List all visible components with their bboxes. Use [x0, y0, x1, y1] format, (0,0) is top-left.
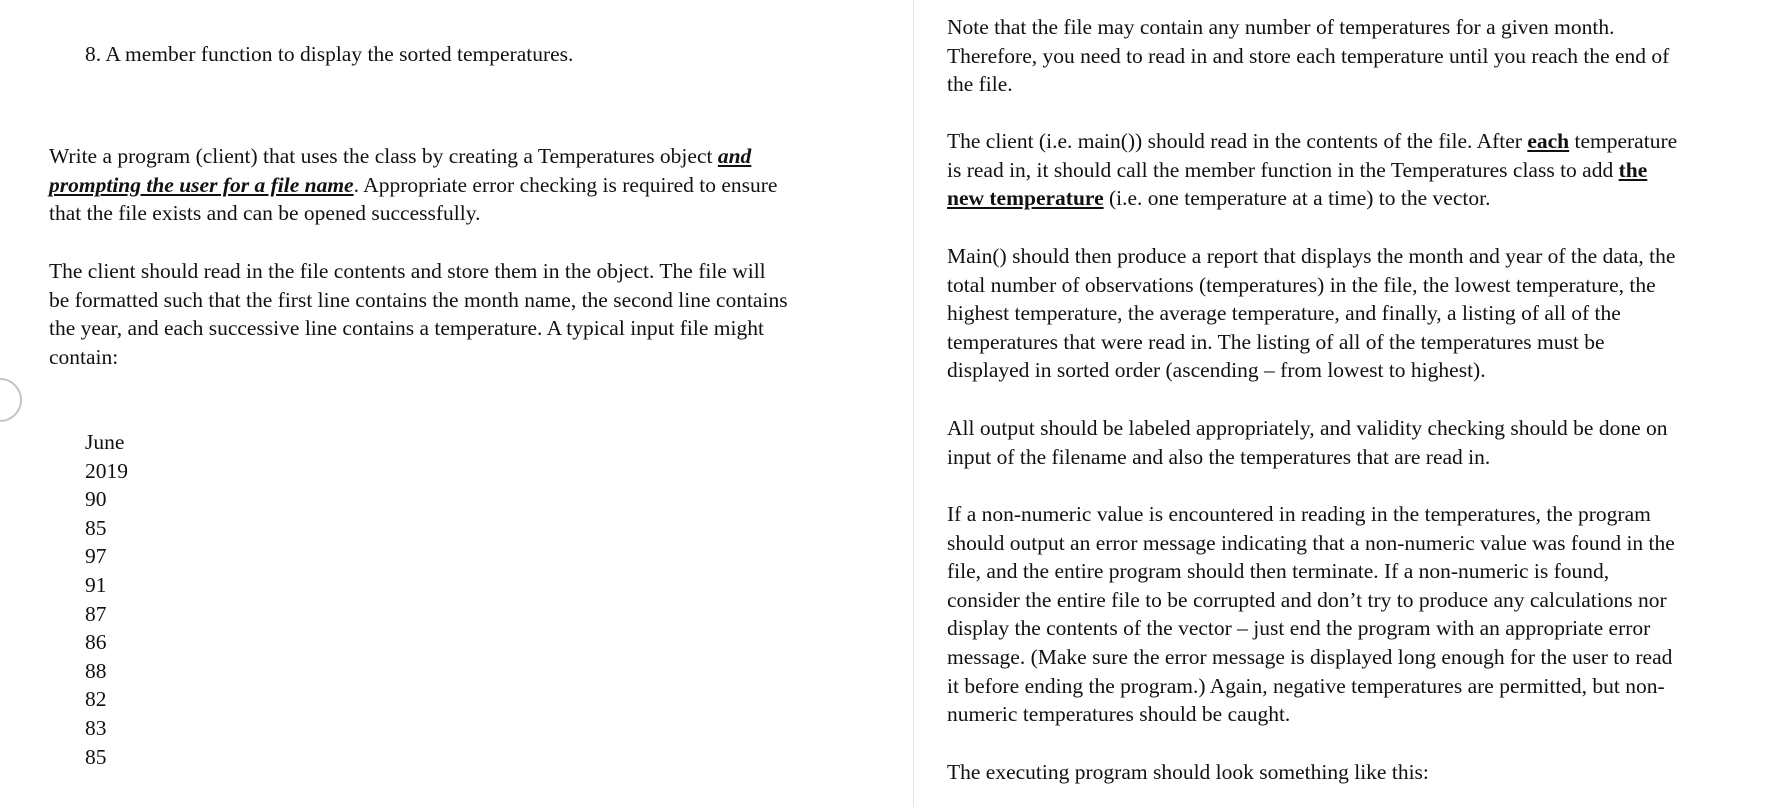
text-line: If a non-numeric value is encountered in reading in the temperatures, the program [947, 502, 1651, 526]
paragraph-executing [947, 758, 1429, 787]
text-line: display the contents of the vector – just end the program with an appropriate error [947, 616, 1651, 641]
text-line [49, 171, 777, 200]
text-line: Therefore, you need to read in and store each temperature until you reach the end of [947, 43, 1670, 68]
text-run: temperature [1569, 129, 1678, 153]
emphasis-new-temperature: new temperature [947, 186, 1104, 211]
text-run: (i.e. one temperature at a time) to the vector. [1103, 186, 1491, 211]
list-item-text: A member function to display the sorted temperatures. [105, 42, 574, 66]
text-run: Write a program (client) that uses the class by creating a Temperatures object [49, 144, 718, 168]
text-line: that the file exists and can be opened successfully. [49, 201, 481, 226]
text-line [947, 156, 1677, 185]
text-line: file, and the entire program should then terminate. If a non-numeric is found, [947, 559, 1610, 584]
sample-line: 85 [85, 515, 107, 540]
paragraph-labels [947, 414, 1667, 471]
text-run: The client (i.e. main()) should read in the contents of the file. After [947, 129, 1528, 153]
text-line: Main() should then produce a report that displays the month and year of the data, the [947, 244, 1676, 268]
text-run: is read in, it should call the member function in the Temperatures class to add [947, 157, 1619, 182]
paragraph-client-reads [947, 127, 1677, 213]
paragraph-any-number [947, 13, 1669, 99]
text-line: the file. [947, 72, 1013, 97]
text-line: message. (Make sure the error message is displayed long enough for the user to read [947, 644, 1673, 669]
text-line: The client should read in the file contents and store them in the object. The file will [49, 259, 766, 283]
text-line: consider the entire file to be corrupted and don’t try to produce any calculations nor [947, 587, 1667, 612]
paragraph-report [947, 242, 1675, 385]
sample-line: 97 [85, 544, 107, 569]
list-item-8 [85, 40, 573, 69]
emphasis-prompt-file-name: prompting the user for a file name [49, 172, 354, 197]
emphasis-and: and [717, 144, 752, 168]
sample-line: 86 [85, 630, 107, 655]
text-line: it before ending the program.) Again, negative temperatures are permitted, but non- [947, 673, 1665, 698]
text-line: Note that the file may contain any number of temperatures for a given month. [947, 15, 1615, 39]
text-line: should output an error message indicating that a non-numeric value was found in the [947, 530, 1675, 555]
sample-line: 83 [85, 715, 107, 740]
text-line: contain: [49, 344, 119, 369]
sample-line: 88 [85, 658, 107, 683]
text-line: input of the filename and also the temperatures that are read in. [947, 444, 1491, 469]
paragraph-non-numeric [947, 500, 1675, 729]
sample-input-file [85, 428, 128, 771]
text-line: temperatures that were read in. The listing of all of the temperatures must be [947, 329, 1605, 354]
emphasis-each: each [1527, 129, 1570, 153]
text-line [49, 142, 777, 171]
text-line: total number of observations (temperatures) in the file, the lowest temperature, the [947, 272, 1656, 297]
margin-circle-marker [0, 378, 22, 422]
text-line: numeric temperatures should be caught. [947, 702, 1291, 727]
text-line: displayed in sorted order (ascending – from lowest to highest). [947, 358, 1486, 383]
list-item-number: 8. [85, 42, 102, 66]
emphasis-the: the [1618, 157, 1648, 182]
sample-line: June [85, 430, 125, 454]
sample-line: 2019 [85, 458, 128, 483]
sample-line: 90 [85, 487, 107, 512]
paragraph-client-program [49, 142, 777, 228]
text-line: All output should be labeled appropriately, and validity checking should be done on [947, 416, 1668, 440]
text-line: The executing program should look something like this: [947, 760, 1429, 784]
sample-line: 85 [85, 744, 107, 769]
text-run: . Appropriate error checking is required to ensure [353, 172, 778, 197]
sample-line: 87 [85, 601, 107, 626]
text-line: the year, and each successive line contains a temperature. A typical input file might [49, 316, 764, 341]
sample-line: 82 [85, 687, 107, 712]
text-line [947, 184, 1677, 213]
paragraph-file-format [49, 257, 788, 371]
sample-line: 91 [85, 572, 107, 597]
text-line [947, 127, 1677, 156]
text-line: be formatted such that the first line contains the month name, the second line contains [49, 287, 788, 312]
right-page [914, 0, 1783, 807]
text-line: highest temperature, the average temperature, and finally, a listing of all of the [947, 301, 1621, 326]
